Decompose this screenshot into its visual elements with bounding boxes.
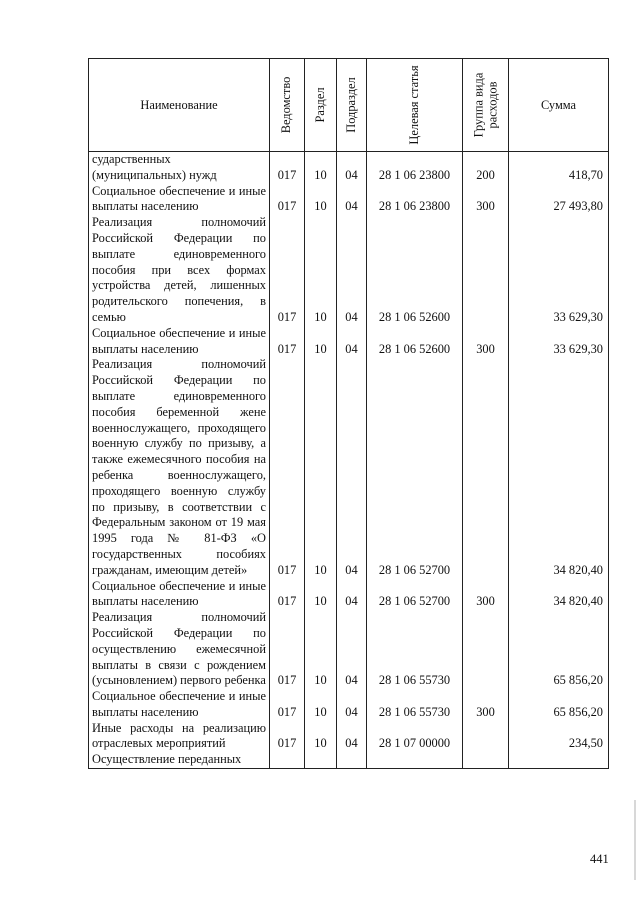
cell-celevaya-statya: 28 1 06 52700 — [367, 357, 463, 578]
cell-razdel — [305, 752, 337, 768]
cell-summa: 33 629,30 — [509, 215, 609, 326]
cell-summa: 33 629,30 — [509, 326, 609, 358]
cell-vedomstvo: 017 — [270, 152, 305, 184]
cell-summa: 34 820,40 — [509, 357, 609, 578]
cell-gruppa: 200 — [463, 152, 509, 184]
table-row — [89, 184, 609, 216]
cell-celevaya-statya: 28 1 06 55730 — [367, 689, 463, 721]
cell-podrazdel: 04 — [337, 326, 367, 358]
cell-name: Социальное обеспечение и иные выплаты населению — [89, 579, 270, 611]
budget-table — [88, 58, 609, 769]
cell-razdel: 10 — [305, 184, 337, 216]
cell-vedomstvo: 017 — [270, 326, 305, 358]
cell-vedomstvo: 017 — [270, 721, 305, 753]
cell-name: Социальное обеспечение и иные выплаты населению — [89, 689, 270, 721]
cell-gruppa — [463, 610, 509, 689]
cell-razdel: 10 — [305, 152, 337, 184]
cell-gruppa: 300 — [463, 689, 509, 721]
cell-name: Социальное обеспечение и иные выплаты населению — [89, 184, 270, 216]
cell-celevaya-statya: 28 1 07 00000 — [367, 721, 463, 753]
header-celevaya-statya: Целевая статья — [367, 59, 463, 152]
header-name: Наименование — [89, 59, 270, 152]
cell-gruppa — [463, 752, 509, 768]
cell-podrazdel: 04 — [337, 610, 367, 689]
table-row — [89, 721, 609, 753]
cell-razdel: 10 — [305, 610, 337, 689]
cell-summa: 27 493,80 — [509, 184, 609, 216]
scan-edge-mark — [634, 800, 636, 880]
cell-celevaya-statya: 28 1 06 23800 — [367, 184, 463, 216]
cell-podrazdel: 04 — [337, 215, 367, 326]
cell-gruppa — [463, 357, 509, 578]
page-number: 441 — [590, 852, 609, 866]
cell-summa: 65 856,20 — [509, 689, 609, 721]
cell-summa: 34 820,40 — [509, 579, 609, 611]
cell-vedomstvo: 017 — [270, 184, 305, 216]
cell-summa: 418,70 — [509, 152, 609, 184]
cell-name: Реализация полномочий Российской Федерации по осуществлению ежемесячной выплаты в связи с рождением (усыновлением) первого ребенка — [89, 610, 270, 689]
header-summa: Сумма — [509, 59, 609, 152]
cell-razdel: 10 — [305, 721, 337, 753]
cell-podrazdel: 04 — [337, 579, 367, 611]
cell-gruppa — [463, 215, 509, 326]
table-row — [89, 752, 609, 768]
cell-name: Осуществление переданных — [89, 752, 270, 768]
cell-summa: 65 856,20 — [509, 610, 609, 689]
cell-celevaya-statya: 28 1 06 55730 — [367, 610, 463, 689]
cell-razdel: 10 — [305, 689, 337, 721]
cell-celevaya-statya: 28 1 06 52700 — [367, 579, 463, 611]
table-row — [89, 215, 609, 326]
table-row — [89, 610, 609, 689]
cell-vedomstvo: 017 — [270, 215, 305, 326]
cell-name: Социальное обеспечение и иные выплаты населению — [89, 326, 270, 358]
header-vedomstvo: Ведомство — [270, 59, 305, 152]
table-header — [89, 59, 609, 152]
table-row — [89, 579, 609, 611]
cell-podrazdel: 04 — [337, 357, 367, 578]
cell-vedomstvo — [270, 752, 305, 768]
cell-podrazdel: 04 — [337, 689, 367, 721]
cell-name: Реализация полномочий Российской Федерации по выплате единовременного пособия беременной жене военнослужащего, проходящего военную службу по призыву, а также ежемесячного пособия на ребенка военнослужащего, проходящего военную службу по призыву, в соответствии с Федеральным законом от 19 мая 1995 года № 81-ФЗ «О государственных пособиях гражданам, имеющим детей» — [89, 357, 270, 578]
cell-name: Реализация полномочий Российской Федерации по выплате единовременного пособия при всех формах устройства детей, лишенных родительского попечения, в семью — [89, 215, 270, 326]
header-podrazdel: Подраздел — [337, 59, 367, 152]
table-body — [89, 152, 609, 769]
cell-celevaya-statya — [367, 752, 463, 768]
cell-podrazdel: 04 — [337, 721, 367, 753]
cell-podrazdel: 04 — [337, 152, 367, 184]
cell-celevaya-statya: 28 1 06 52600 — [367, 326, 463, 358]
table-row — [89, 326, 609, 358]
cell-vedomstvo: 017 — [270, 610, 305, 689]
cell-celevaya-statya: 28 1 06 23800 — [367, 152, 463, 184]
header-razdel: Раздел — [305, 59, 337, 152]
cell-gruppa: 300 — [463, 326, 509, 358]
cell-summa — [509, 752, 609, 768]
table-row — [89, 357, 609, 578]
cell-razdel: 10 — [305, 326, 337, 358]
cell-podrazdel — [337, 752, 367, 768]
cell-razdel: 10 — [305, 215, 337, 326]
cell-podrazdel: 04 — [337, 184, 367, 216]
cell-name: Иные расходы на реализацию отраслевых мероприятий — [89, 721, 270, 753]
cell-summa: 234,50 — [509, 721, 609, 753]
cell-vedomstvo: 017 — [270, 689, 305, 721]
table-row — [89, 689, 609, 721]
cell-name: сударственных (муниципальных) нужд — [89, 152, 270, 184]
cell-razdel: 10 — [305, 357, 337, 578]
cell-razdel: 10 — [305, 579, 337, 611]
cell-vedomstvo: 017 — [270, 357, 305, 578]
cell-gruppa: 300 — [463, 184, 509, 216]
cell-gruppa: 300 — [463, 579, 509, 611]
cell-celevaya-statya: 28 1 06 52600 — [367, 215, 463, 326]
cell-gruppa — [463, 721, 509, 753]
cell-vedomstvo: 017 — [270, 579, 305, 611]
table-row — [89, 152, 609, 184]
header-gruppa-vida-rashodov: Группа вида расходов — [463, 59, 509, 152]
